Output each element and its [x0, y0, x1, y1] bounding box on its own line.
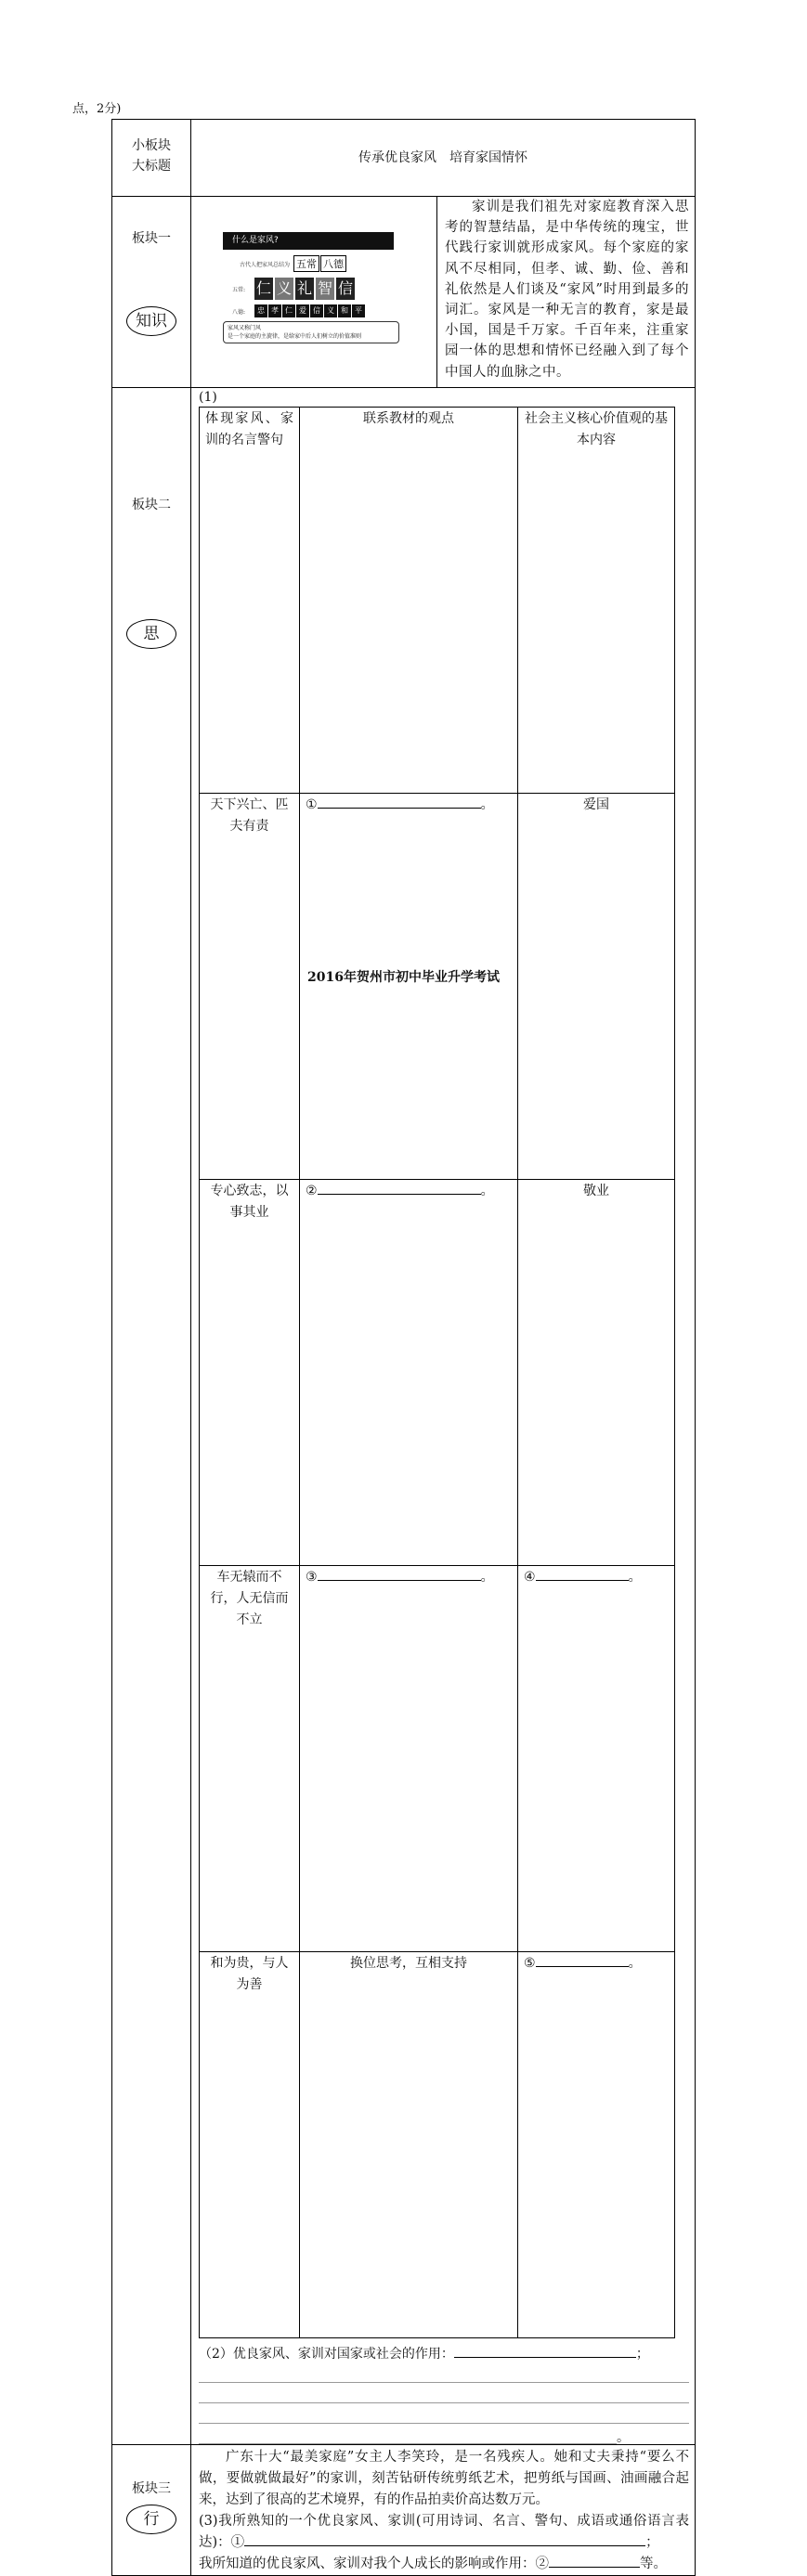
figure-summary-chip: 五常: [293, 255, 319, 272]
block3-row: [112, 2445, 696, 2576]
table-row: [200, 1952, 675, 2338]
blank-period: 。: [628, 1956, 642, 1971]
block1-content: [191, 197, 696, 388]
blank-period: 。: [480, 797, 494, 812]
view-cell: 换位思考，互相支持: [300, 1952, 518, 2338]
header-label-line1: 小板块: [132, 138, 171, 153]
activity-table: [111, 119, 696, 2576]
block1-label: [112, 197, 191, 388]
figure-note-line2: 是一个家庭的主旋律，是给家中后人们树立的价值准则: [228, 333, 362, 340]
table-row: [200, 794, 675, 1180]
answer-blank-5[interactable]: [518, 1952, 675, 2338]
q3b-line: [199, 2554, 689, 2575]
bade-char: 义: [324, 304, 337, 317]
q2-answer-blank[interactable]: [454, 2357, 636, 2358]
figure-wuchang-label: 五常:: [232, 286, 246, 293]
q2-text: （2）优良家风、家训对国家或社会的作用：: [199, 2347, 454, 2362]
title-row: [112, 120, 696, 197]
quote-cell: 专心致志，以事其业: [200, 1180, 300, 1566]
q2-line: [199, 2344, 689, 2362]
block3-content: [191, 2445, 696, 2576]
top-note: 点，2分): [72, 102, 122, 116]
block2-label-text: 板块二: [132, 498, 171, 512]
wuchang-char: 智: [316, 278, 334, 300]
block3-story: 广东十大“最美家庭”女主人李笑玲，是一名残疾人。她和丈夫秉持“要么不做，要做就做最好”的家训，刻苦钻研传统剪纸艺术，把剪纸与国画、油画融合起来，达到了很高的艺术境界，有的作品拍卖价高达数万元。: [199, 2450, 689, 2507]
q3-line: [199, 2511, 689, 2554]
q3-text: (3)我所熟知的一个优良家风、家训(可用诗词、名言、警句、成语或通俗语言表达)：①: [199, 2514, 689, 2550]
blank-number: ⑤: [524, 1956, 536, 1971]
values-table: [199, 407, 675, 2338]
col-header-view: 联系教材的观点: [300, 408, 518, 794]
figure-bade-label: 八德:: [232, 308, 246, 316]
quote-cell: 车无辕而不行，人无信而不立: [200, 1566, 300, 1952]
wuchang-char: 义: [275, 278, 293, 300]
bade-char: 平: [352, 304, 365, 317]
blank-number: ①: [306, 797, 318, 812]
block1-text: [437, 197, 695, 387]
blank-period: 。: [480, 1570, 494, 1585]
wuchang-char: 仁: [254, 278, 273, 300]
block1-paragraph: 家训是我们祖先对家庭教育深入思考的智慧结晶，是中华传统的瑰宝，世代践行家训就形成家风。每个家庭的家风不尽相同，但孝、诚、勤、俭、善和礼依然是人们谈及“家风”时用到最多的词汇。家风是一种无言的教育，家是最小国，国是千万家。千百年来，注重家园一体的思想和情怀已经融入到了每个中国人的血脉之中。: [445, 200, 689, 380]
figure-title: 什么是家风?: [223, 232, 394, 250]
answer-line[interactable]: [199, 2403, 689, 2424]
answer-line[interactable]: [199, 2362, 689, 2383]
answer-blank-3[interactable]: [300, 1566, 518, 1952]
q3-answer-blank-2[interactable]: [549, 2567, 640, 2568]
value-cell: 爱国: [518, 794, 675, 1180]
block2-row: [112, 388, 696, 2445]
exam-footer-title: 2016年贺州市初中毕业升学考试: [307, 970, 500, 985]
blank-period: 。: [480, 1184, 494, 1198]
q2-end: ；: [635, 2347, 649, 2362]
block3-label-text: 板块三: [132, 2481, 171, 2496]
answer-line[interactable]: [199, 2383, 689, 2403]
bade-char: 爱: [296, 304, 309, 317]
page-title: 传承优良家风 培育家国情怀: [358, 150, 527, 165]
quote-cell: 和为贵，与人为善: [200, 1952, 300, 2338]
block3-label: [112, 2445, 191, 2576]
block2-oval: 思: [126, 619, 176, 649]
q3b-text: 我所知道的优良家风、家训对我个人成长的影响或作用：②: [199, 2557, 549, 2571]
blank-period: 。: [628, 1570, 642, 1585]
col-header-value: 社会主义核心价值观的基本内容: [518, 408, 675, 794]
figure-note-line1: 家风又称门风: [228, 325, 262, 331]
value-cell: 敬业: [518, 1180, 675, 1566]
bade-char: 忠: [254, 304, 267, 317]
bade-char: 仁: [282, 304, 295, 317]
block1-oval: 知识: [126, 306, 176, 336]
bade-char: 信: [310, 304, 323, 317]
final-period: 。: [617, 2430, 630, 2445]
bade-char: 和: [338, 304, 351, 317]
q1-label: (1): [199, 390, 217, 405]
q3-end: ；: [645, 2535, 659, 2550]
q3-answer-blank-1[interactable]: [244, 2545, 645, 2546]
wuchang-char: 信: [336, 278, 355, 300]
header-label: [112, 120, 191, 197]
figure-note: [223, 321, 399, 343]
wuchang-char: 礼: [295, 278, 314, 300]
values-table-header: [200, 408, 675, 794]
answer-blank-1[interactable]: [300, 794, 518, 1180]
col-header-quote: 体现家风、家训的名言警句: [200, 408, 300, 794]
block3-oval: 行: [126, 2505, 176, 2534]
figure-summary-chip: 八德: [320, 255, 346, 272]
q3b-end: 等。: [640, 2557, 667, 2571]
table-row: [200, 1180, 675, 1566]
family-style-figure: [191, 197, 437, 387]
figure-summary-prefix: 古代人把家风总结为: [240, 261, 291, 268]
table-row: [200, 1566, 675, 1952]
block2-label: [112, 388, 191, 2445]
block1-row: [112, 197, 696, 388]
answer-blank-2[interactable]: [300, 1180, 518, 1566]
answer-blank-4[interactable]: [518, 1566, 675, 1952]
bade-char: 孝: [268, 304, 281, 317]
answer-line[interactable]: [199, 2424, 617, 2444]
block2-content: [191, 388, 696, 2445]
blank-number: ②: [306, 1184, 318, 1198]
blank-number: ③: [306, 1570, 318, 1585]
blank-number: ④: [524, 1570, 536, 1585]
block1-label-text: 板块一: [132, 231, 171, 246]
header-label-line2: 大标题: [132, 159, 171, 174]
quote-cell: 天下兴亡、匹夫有责: [200, 794, 300, 1180]
header-title-cell: [191, 120, 696, 197]
